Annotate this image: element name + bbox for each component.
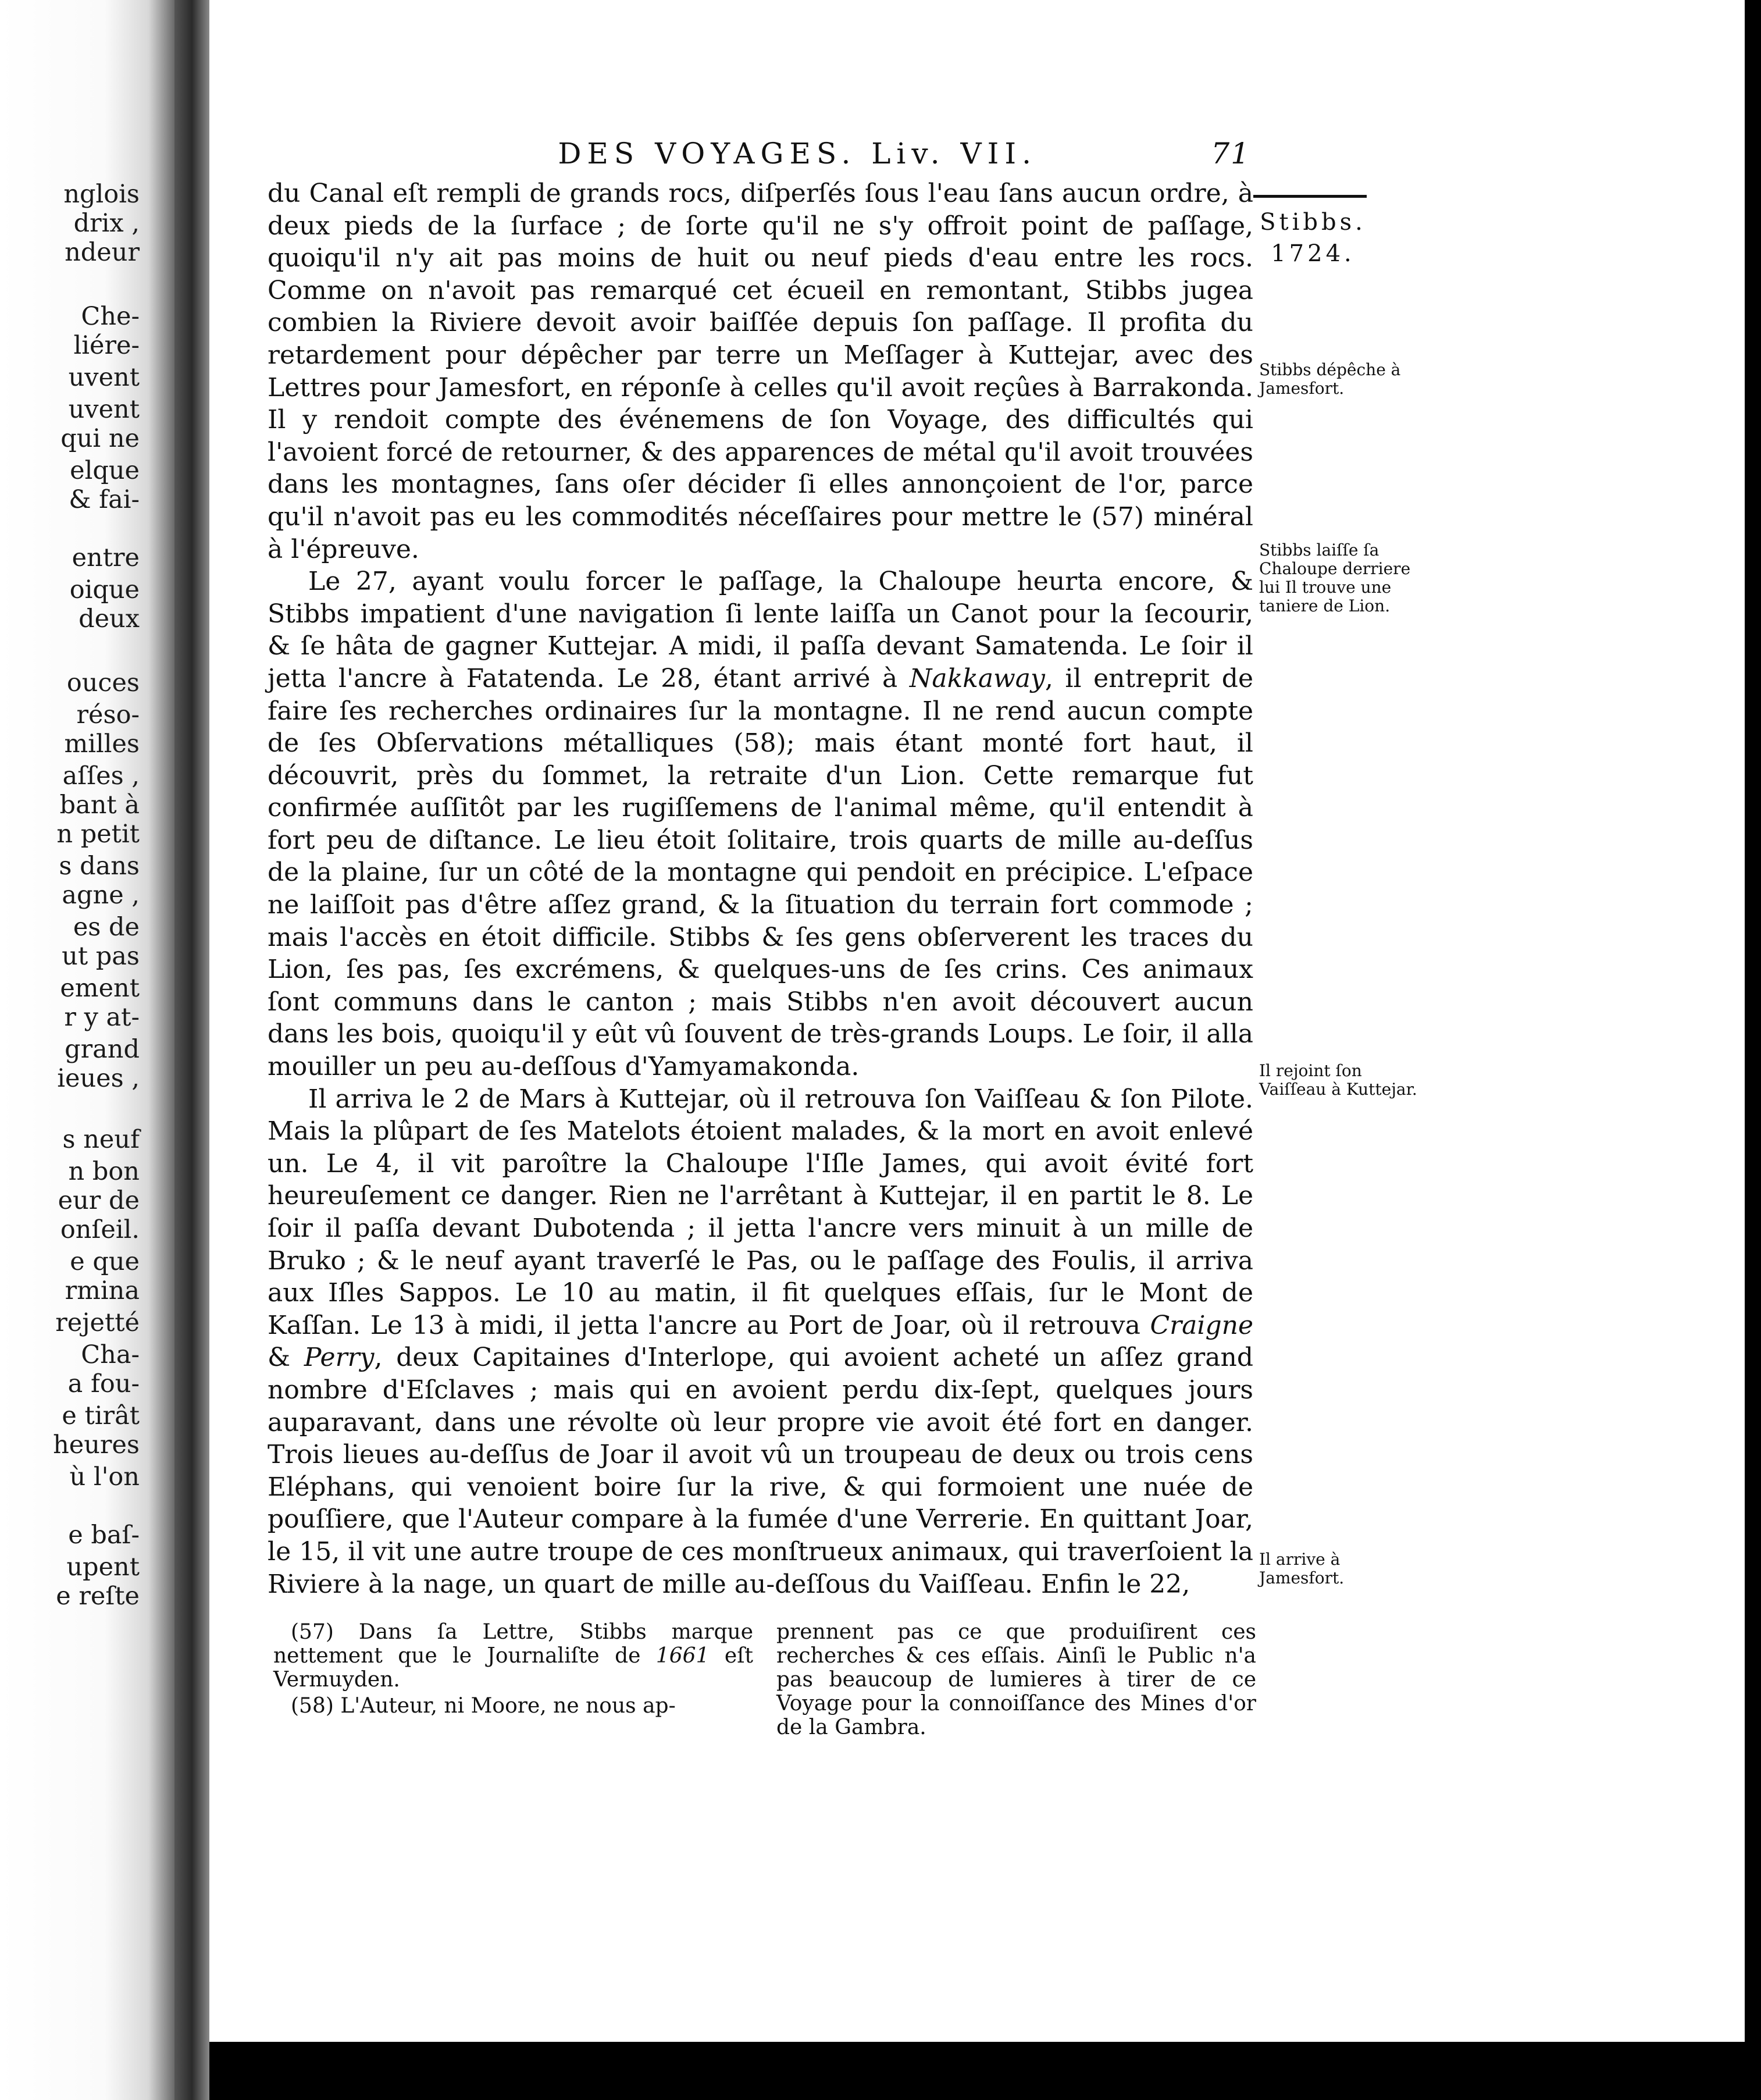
facing-page-fragment: n bon xyxy=(68,1157,140,1186)
facing-page-fragment: a fou- xyxy=(67,1369,140,1398)
facing-page-fragment: aſſes , xyxy=(62,761,140,791)
footnotes xyxy=(273,1620,1256,1742)
facing-page-fragment: qui ne xyxy=(60,424,140,453)
paragraph: du Canal eſt rempli de grands rocs, diſperſés ſous l'eau ſans aucun ordre, à deux pieds de la ſurface ; de ſorte qu'il ne s'y offroit point de paſſage, quoiqu'il n'y ait pas moins de huit ou neuf pieds d'eau entre les rocs. Comme on n'avoit pas remarqué cet écueil en remontant, Stibbs jugea combien la Riviere devoit avoir baiſſée depuis ſon paſſage. Il profita du retardement pour dépêcher par terre un Meſſager à Kuttejar, avec des Lettres pour Jamesfort, en réponſe à celles qu'il avoit reçûes à Barrakonda. Il y rendoit compte des événemens de ſon Voyage, des difficultés qui l'avoient forcé de retourner, & des apparences de métal qu'il avoit trouvées dans les montagnes, ſans oſer décider ſi elles annonçoient de l'or, parce qu'il n'avoit pas eu les commodités néceſſaires pour mettre le (57) minéral à l'épreuve. xyxy=(268,179,1253,564)
facing-page-fragment: liére- xyxy=(73,331,140,360)
facing-page-fragment: n petit xyxy=(56,820,140,849)
facing-page-fragment: onſeil. xyxy=(60,1215,140,1244)
page-number: 71 xyxy=(1211,137,1250,170)
book-gutter xyxy=(174,0,209,2100)
facing-page-fragment: elque xyxy=(70,456,140,485)
facing-page-fragment: upent xyxy=(66,1553,140,1582)
facing-page-fragment: Cha- xyxy=(81,1340,140,1369)
facing-page-fragment: rmina xyxy=(65,1276,140,1305)
footnote-58: (58) L'Auteur, ni Moore, ne nous ap- xyxy=(291,1694,676,1718)
running-title: DES VOYAGES. Liv. VII. xyxy=(558,137,1038,170)
margin-header xyxy=(1259,207,1367,269)
margin-year: 1724. xyxy=(1271,240,1355,267)
facing-page-fragment: ù l'on xyxy=(69,1462,140,1492)
facing-page-fragment: & fai- xyxy=(69,485,140,514)
captain-name: Craigne xyxy=(1150,1310,1253,1340)
footnote-column xyxy=(273,1620,753,1742)
margin-rule xyxy=(1253,195,1367,198)
facing-page-fragment: ement xyxy=(60,974,140,1003)
facing-page-fragment: uvent xyxy=(68,395,140,424)
facing-page-fragment: e que xyxy=(70,1247,140,1276)
facing-page-fragment: Che- xyxy=(81,302,140,331)
facing-page xyxy=(0,0,174,2100)
footnote-57: (57) Dans ſa Lettre, Stibbs marque nettement que le Journaliſte de 1661 eſt Vermuyden. xyxy=(273,1620,753,1692)
footnote-column xyxy=(776,1620,1256,1742)
margin-note: Il arrive à Jamesfort. xyxy=(1259,1550,1345,1588)
facing-page-fragment: ndeur xyxy=(65,238,140,267)
facing-page-fragment: eur de xyxy=(58,1186,140,1215)
facing-page-fragment: rejetté xyxy=(55,1308,140,1337)
facing-page-fragment: e baſ- xyxy=(68,1521,140,1550)
facing-page-fragment: e reſte xyxy=(56,1582,140,1611)
footnote-58-continued: prennent pas ce que produiſirent ces recherches & ces eſſais. Ainſi le Public n'a pas beaucoup de lumieres à tirer de ce Voyage pour la connoiſſance des Mines d'or de la Gambra. xyxy=(776,1620,1256,1739)
facing-page-fragment: heures xyxy=(53,1430,140,1460)
facing-page-fragment: deux xyxy=(79,604,140,633)
margin-note: Il rejoint ſon Vaiſſeau à Kuttejar. xyxy=(1259,1061,1417,1099)
facing-page-fragment: s neuf xyxy=(62,1125,140,1154)
captain-name: Perry xyxy=(304,1343,375,1373)
facing-page-fragment: uvent xyxy=(68,363,140,392)
facing-page-fragment: es de xyxy=(73,913,140,942)
facing-page-fragment: e tirât xyxy=(62,1401,140,1430)
facing-page-fragment: r y at- xyxy=(64,1003,140,1032)
facing-page-fragment: nglois xyxy=(63,180,140,209)
facing-page-fragment: ut pas xyxy=(62,942,140,971)
facing-page-fragment: drix , xyxy=(73,209,140,238)
facing-page-fragment: s dans xyxy=(59,852,140,881)
margin-note: Stibbs laiſſe ſa Chaloupe derriere lui Il trouve une taniere de Lion. xyxy=(1259,540,1411,615)
facing-page-fragment: réso- xyxy=(76,700,140,729)
facing-page-fragment: oique xyxy=(69,575,140,604)
facing-page-fragment: bant à xyxy=(59,791,140,820)
facing-page-fragment: grand xyxy=(65,1035,140,1064)
place-name: Nakkaway xyxy=(909,663,1045,693)
facing-page-fragment: ieues , xyxy=(57,1064,140,1093)
paragraph: Le 27, ayant voulu forcer le paſſage, la Chaloupe heurta encore, & Stibbs impatient d'une navigation ſi lente laiſſa un Canot pour la ſecourir, & ſe hâta de gagner Kuttejar. A midi, il paſſa devant Samatenda. Le ſoir il jetta l'ancre à Fatatenda. Le 28, étant arrivé à Nakkaway, il entreprit de faire ſes recherches ordinaires ſur la montagne. Il ne rend aucun compte de ſes Obſervations métalliques (58); mais étant monté fort haut, il découvrit, près du ſommet, la retraite d'un Lion. Cette remarque fut confirmée auſſitôt par les rugiſſemens de l'animal même, qu'il entendit à fort peu de diſtance. Le lieu étoit ſolitaire, trois quarts de mille au-deſſus de la plaine, ſur un côté de la montagne qui pendoit en précipice. L'eſpace ne laiſſoit pas d'être aſſez grand, & la ſituation du terrain fort commode ; mais l'accès en étoit difficile. Stibbs & ſes gens obſerverent les traces du Lion, ſes pas, ſes excrémens, & quelques-uns de ſes crins. Ces animaux ſont communs dans le canton ; mais Stibbs n'en avoit découvert aucun dans les bois, quoiqu'il y eût vû ſouvent de très-grands Loups. Le ſoir, il alla mouiller un peu au-deſſous d'Yamyamakonda. xyxy=(268,567,1253,1082)
margin-name: Stibbs. xyxy=(1260,209,1366,236)
facing-page-fragment: milles xyxy=(64,729,140,759)
facing-page-fragment: ouces xyxy=(66,668,140,697)
body-text xyxy=(268,177,1253,1600)
facing-page-fragment: agne , xyxy=(62,881,140,910)
margin-note: Stibbs dépêche à Jamesfort. xyxy=(1259,360,1401,398)
running-head xyxy=(268,137,1250,170)
facing-page-fragment: entre xyxy=(72,543,140,572)
paragraph: Il arriva le 2 de Mars à Kuttejar, où il retrouva ſon Vaiſſeau & ſon Pilote. Mais la plûpart de ſes Matelots étoient malades, & la mort en avoit enlevé un. Le 4, il vit paroître la Chaloupe l'Iſle James, qui avoit évité fort heureuſement ce danger. Rien ne l'arrêtant à Kuttejar, il en partit le 8. Le ſoir il paſſa devant Dubotenda ; il jetta l'ancre vers minuit à un mille de Bruko ; & le neuf ayant traverſé le Pas, ou le paſſage des Foulis, il arriva aux Iſles Sappos. Le 10 au matin, il fit quelques eſſais, ſur le Mont de Kaſſan. Le 13 à midi, il jetta l'ancre au Port de Joar, où il retrouva Craigne & Perry, deux Capitaines d'Interlope, qui avoient acheté un aſſez grand nombre d'Eſclaves ; mais qui en avoient perdu dix-ſept, quelques jours auparavant, dans une révolte où leur propre vie avoit été fort en danger. Trois lieues au-deſſus de Joar il avoit vû un troupeau de deux ou trois cens Eléphans, qui venoient boire ſur la rive, & qui formoient une nuée de pouſſiere, que l'Auteur compare à la fumée d'une Verrerie. En quittant Joar, le 15, il vit une autre troupe de ces monſtrueux animaux, qui traverſoient la Riviere à la nage, un quart de mille au-deſſous du Vaiſſeau. Enfin le 22, xyxy=(268,1084,1254,1599)
